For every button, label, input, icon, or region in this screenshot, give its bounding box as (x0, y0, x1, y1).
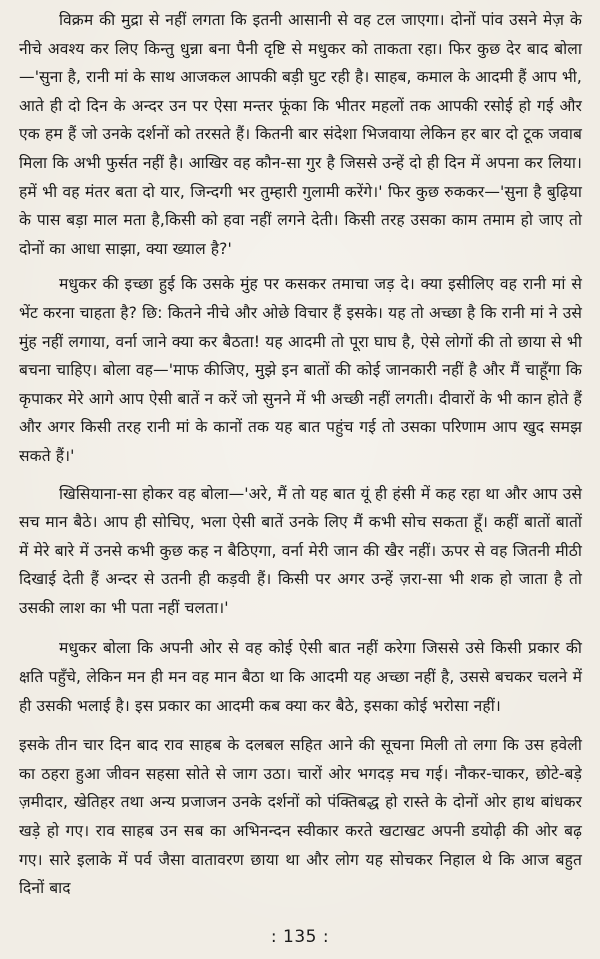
paragraph-rao-sahab-arrival: इसके तीन चार दिन बाद राव साहब के दलबल सहित आने की सूचना मिली तो लगा कि उस हवेली का ठहरा हुआ जीवन सहसा सोते से जाग उठा। चारों ओर भगदड़ मच गई। नौकर-चाकर, छोटे-बड़े ज़मीदार, खेतिहर तथा अन्य प्रजाजन उनके दर्शनों को पंक्तिबद्ध हो रास्ते के दोनों ओर हाथ बांधकर खड़े हो गए। राव साहब उन सब का अभिनन्दन स्वीकार करते खटाखट अपनी डयोढ़ी की ओर बढ़ गए। सारे इलाके में पर्व जैसा वातावरण छाया था और लोग यह सोचकर निहाल थे कि आज बहुत दिनों बाद (19, 736, 582, 898)
paragraph-vikram-retreat: खिसियाना-सा होकर वह बोला—'अरे, मैं तो यह बात यूं ही हंसी में कह रहा था और आप उसे सच मान बैठे। आप ही सोचिए, भला ऐसी बातें उनके लिए मैं कभी सोच सकता हूँ। कहीं बातों बातों में मेरे बारे में उनसे कभी कुछ कह न बैठिएगा, वर्ना मेरी जान की खैर नहीं। ऊपर से वह जितनी मीठी दिखाई देती हैं अन्दर से उतनी ही कड़वी हैं। किसी पर अगर उन्हें ज़रा-सा भी शक हो जाता है तो उसकी लाश का भी पता नहीं चलता।' (19, 484, 582, 617)
paragraph-madhukar-resolve: मधुकर बोला कि अपनी ओर से वह कोई ऐसी बात नहीं करेगा जिससे उसे किसी प्रकार की क्षति पहुँचे, लेकिन मन ही मन वह मान बैठा था कि आदमी यह अच्छा नहीं है, उससे बचकर चलने में ही उसकी भलाई है। इस प्रकार का आदमी कब क्या कर बैठे, इसका कोई भरोसा नहीं। (19, 639, 582, 715)
page-number: : 135 : (270, 927, 330, 947)
paragraph-madhukar-reaction: मधुकर की इच्छा हुई कि उसके मुंह पर कसकर तमाचा जड़ दे। क्या इसीलिए वह रानी मां से भेंट करना चाहता है? छि: कितने नीचे और ओछे विचार हैं इसके। यह तो अच्छा है कि रानी मां ने उसे मुंह नहीं लगाया, वर्ना जाने क्या कर बैठता! यह आदमी तो पूरा घाघ है, ऐसे लोगों की तो छाया से भी बचना चाहिए। बोला वह—'माफ कीजिए, मुझे इन बातों की कोई जानकारी नहीं है और मैं चाहूँगा कि कृपाकर मेरे आगे आप ऐसी बातें न करें जो सुनने में भी अच्छी नहीं लगती। दीवारों के भी कान होते हैं और अगर किसी तरह रानी मां के कानों तक यह बात पहुंच गई तो उसका परिणाम आप खुद समझ सकते हैं।' (19, 275, 582, 465)
paragraph-vikram-dialogue: विक्रम की मुद्रा से नहीं लगता कि इतनी आसानी से वह टल जाएगा। दोनों पांव उसने मेज़ के नीचे अवश्य कर लिए किन्तु धुन्ना बना पैनी दृष्टि से मधुकर को ताकता रहा। फिर कुछ देर बाद बोला—'सुना है, रानी मां के साथ आजकल आपकी बड़ी घुट रही है। साहब, कमाल के आदमी हैं आप भी, आते ही दो दिन के अन्दर उन पर ऐसा मन्तर फूंका कि भीतर महलों तक आपकी रसोई हो गई और एक हम हैं जो उनके दर्शनों को तरसते हैं। कितनी बार संदेशा भिजवाया लेकिन हर बार दो टूक जवाब मिला कि अभी फुर्सत नहीं है। आखिर वह कौन-सा गुर है जिससे उन्हें दो ही दिन में अपना कर लिया। हमें भी वह मंतर बता दो यार, जिन्दगी भर तुम्हारी गुलामी करेंगे।' फिर कुछ रुककर—'सुना है बुढ़िया के पास बड़ा माल मता है,किसी को हवा नहीं लगने देती। किसी तरह उसका काम तमाम हो जाए तो दोनों का आधा साझा, क्या ख्याल है?' (19, 11, 582, 258)
